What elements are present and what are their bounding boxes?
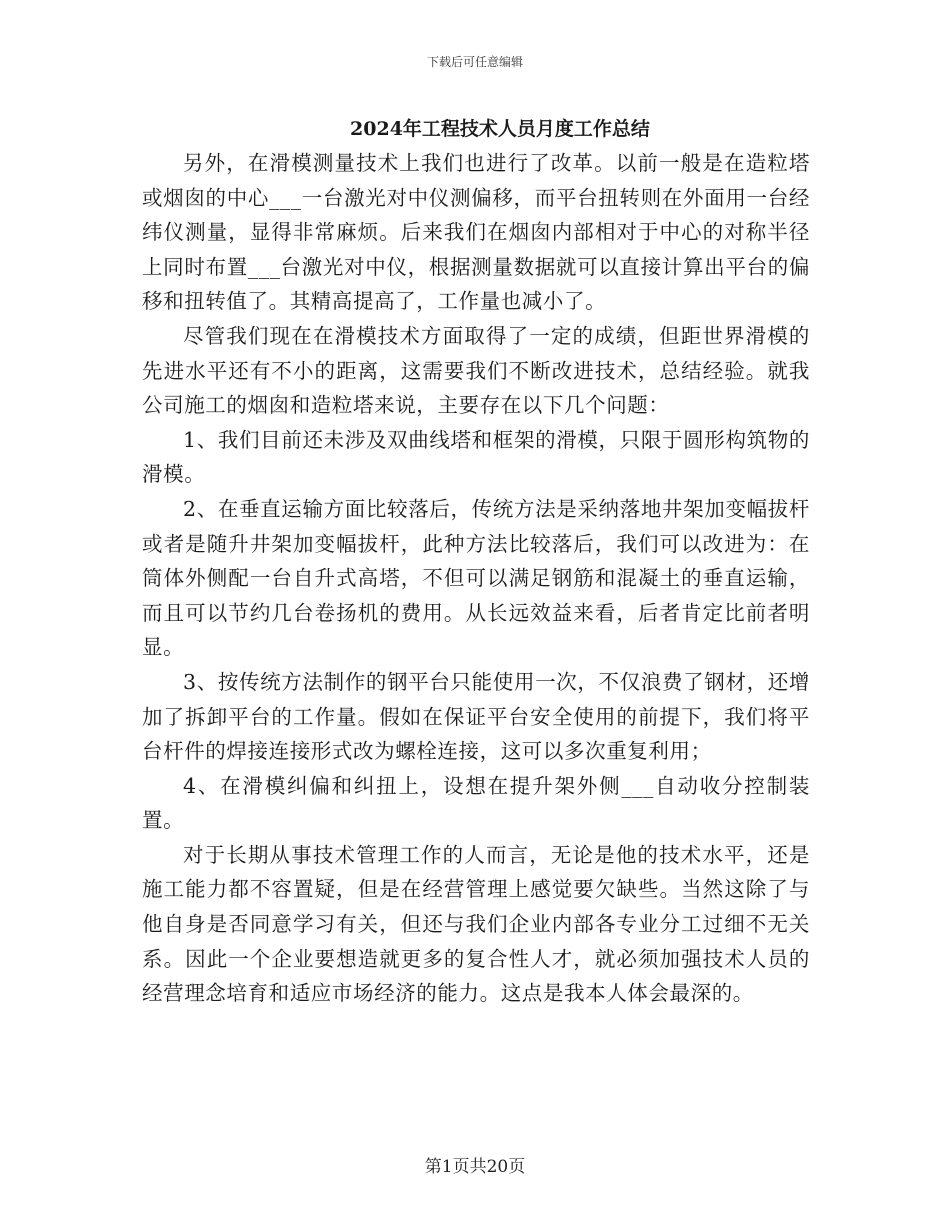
page-header-note: 下载后可任意编辑 xyxy=(426,55,523,69)
page-number: 第1页共20页 xyxy=(424,1157,526,1177)
paragraph-measurement-reform: 另外，在滑模测量技术上我们也进行了改革。以前一般是在造粒塔或烟囱的中心___一台激光对中仪测偏移，而平台扭转则在外面用一台经纬仪测量，显得非常麻烦。后来我们在烟囱内部相对于中心的对称半径上同时布置___台激光对中仪，根据测量数据就可以直接计算出平台的偏移和扭转值了。其精高提高了，工作量也减小了。 xyxy=(142,151,810,314)
paragraph-management: 对于长期从事技术管理工作的人而言，无论是他的技术水平，还是施工能力都不容置疑，但是在经营管理上感觉要欠缺些。当然这除了与他自身是否同意学习有关，但还与我们企业内部各专业分工过细不无关系。因此一个企业要想造就更多的复合性人才，就必须加强技术人员的经营理念培育和适应市场经济的能力。这点是我本人体会最深的。 xyxy=(142,842,810,1006)
paragraph-issue-1: 1、我们目前还未涉及双曲线塔和框架的滑模，只限于圆形构筑物的滑模。 xyxy=(142,427,810,487)
paragraph-gap-intro: 尽管我们现在在滑模技术方面取得了一定的成绩，但距世界滑模的先进水平还有不小的距离，这需要我们不断改进技术，总结经验。就我公司施工的烟囱和造粒塔来说，主要存在以下几个问题： xyxy=(142,323,810,418)
paragraph-issue-3: 3、按传统方法制作的钢平台只能使用一次，不仅浪费了钢材，还增加了拆卸平台的工作量。假如在保证平台安全使用的前提下，我们将平台杆件的焊接连接形式改为螺栓连接，这可以多次重复利用； xyxy=(142,669,810,764)
document-body xyxy=(142,146,810,1011)
paragraph-issue-4: 4、在滑模纠偏和纠扭上，设想在提升架外侧___自动收分控制装置。 xyxy=(142,773,810,833)
paragraph-issue-2: 2、在垂直运输方面比较落后，传统方法是采纳落地井架加变幅拔杆或者是随升井架加变幅拔杆，此种方法比较落后，我们可以改进为：在筒体外侧配一台自升式高塔，不但可以满足钢筋和混凝土的垂直运输，而且可以节约几台卷扬机的费用。从长远效益来看，后者肯定比前者明显。 xyxy=(142,496,810,660)
document-title: 2024年工程技术人员月度工作总结 xyxy=(350,118,650,140)
